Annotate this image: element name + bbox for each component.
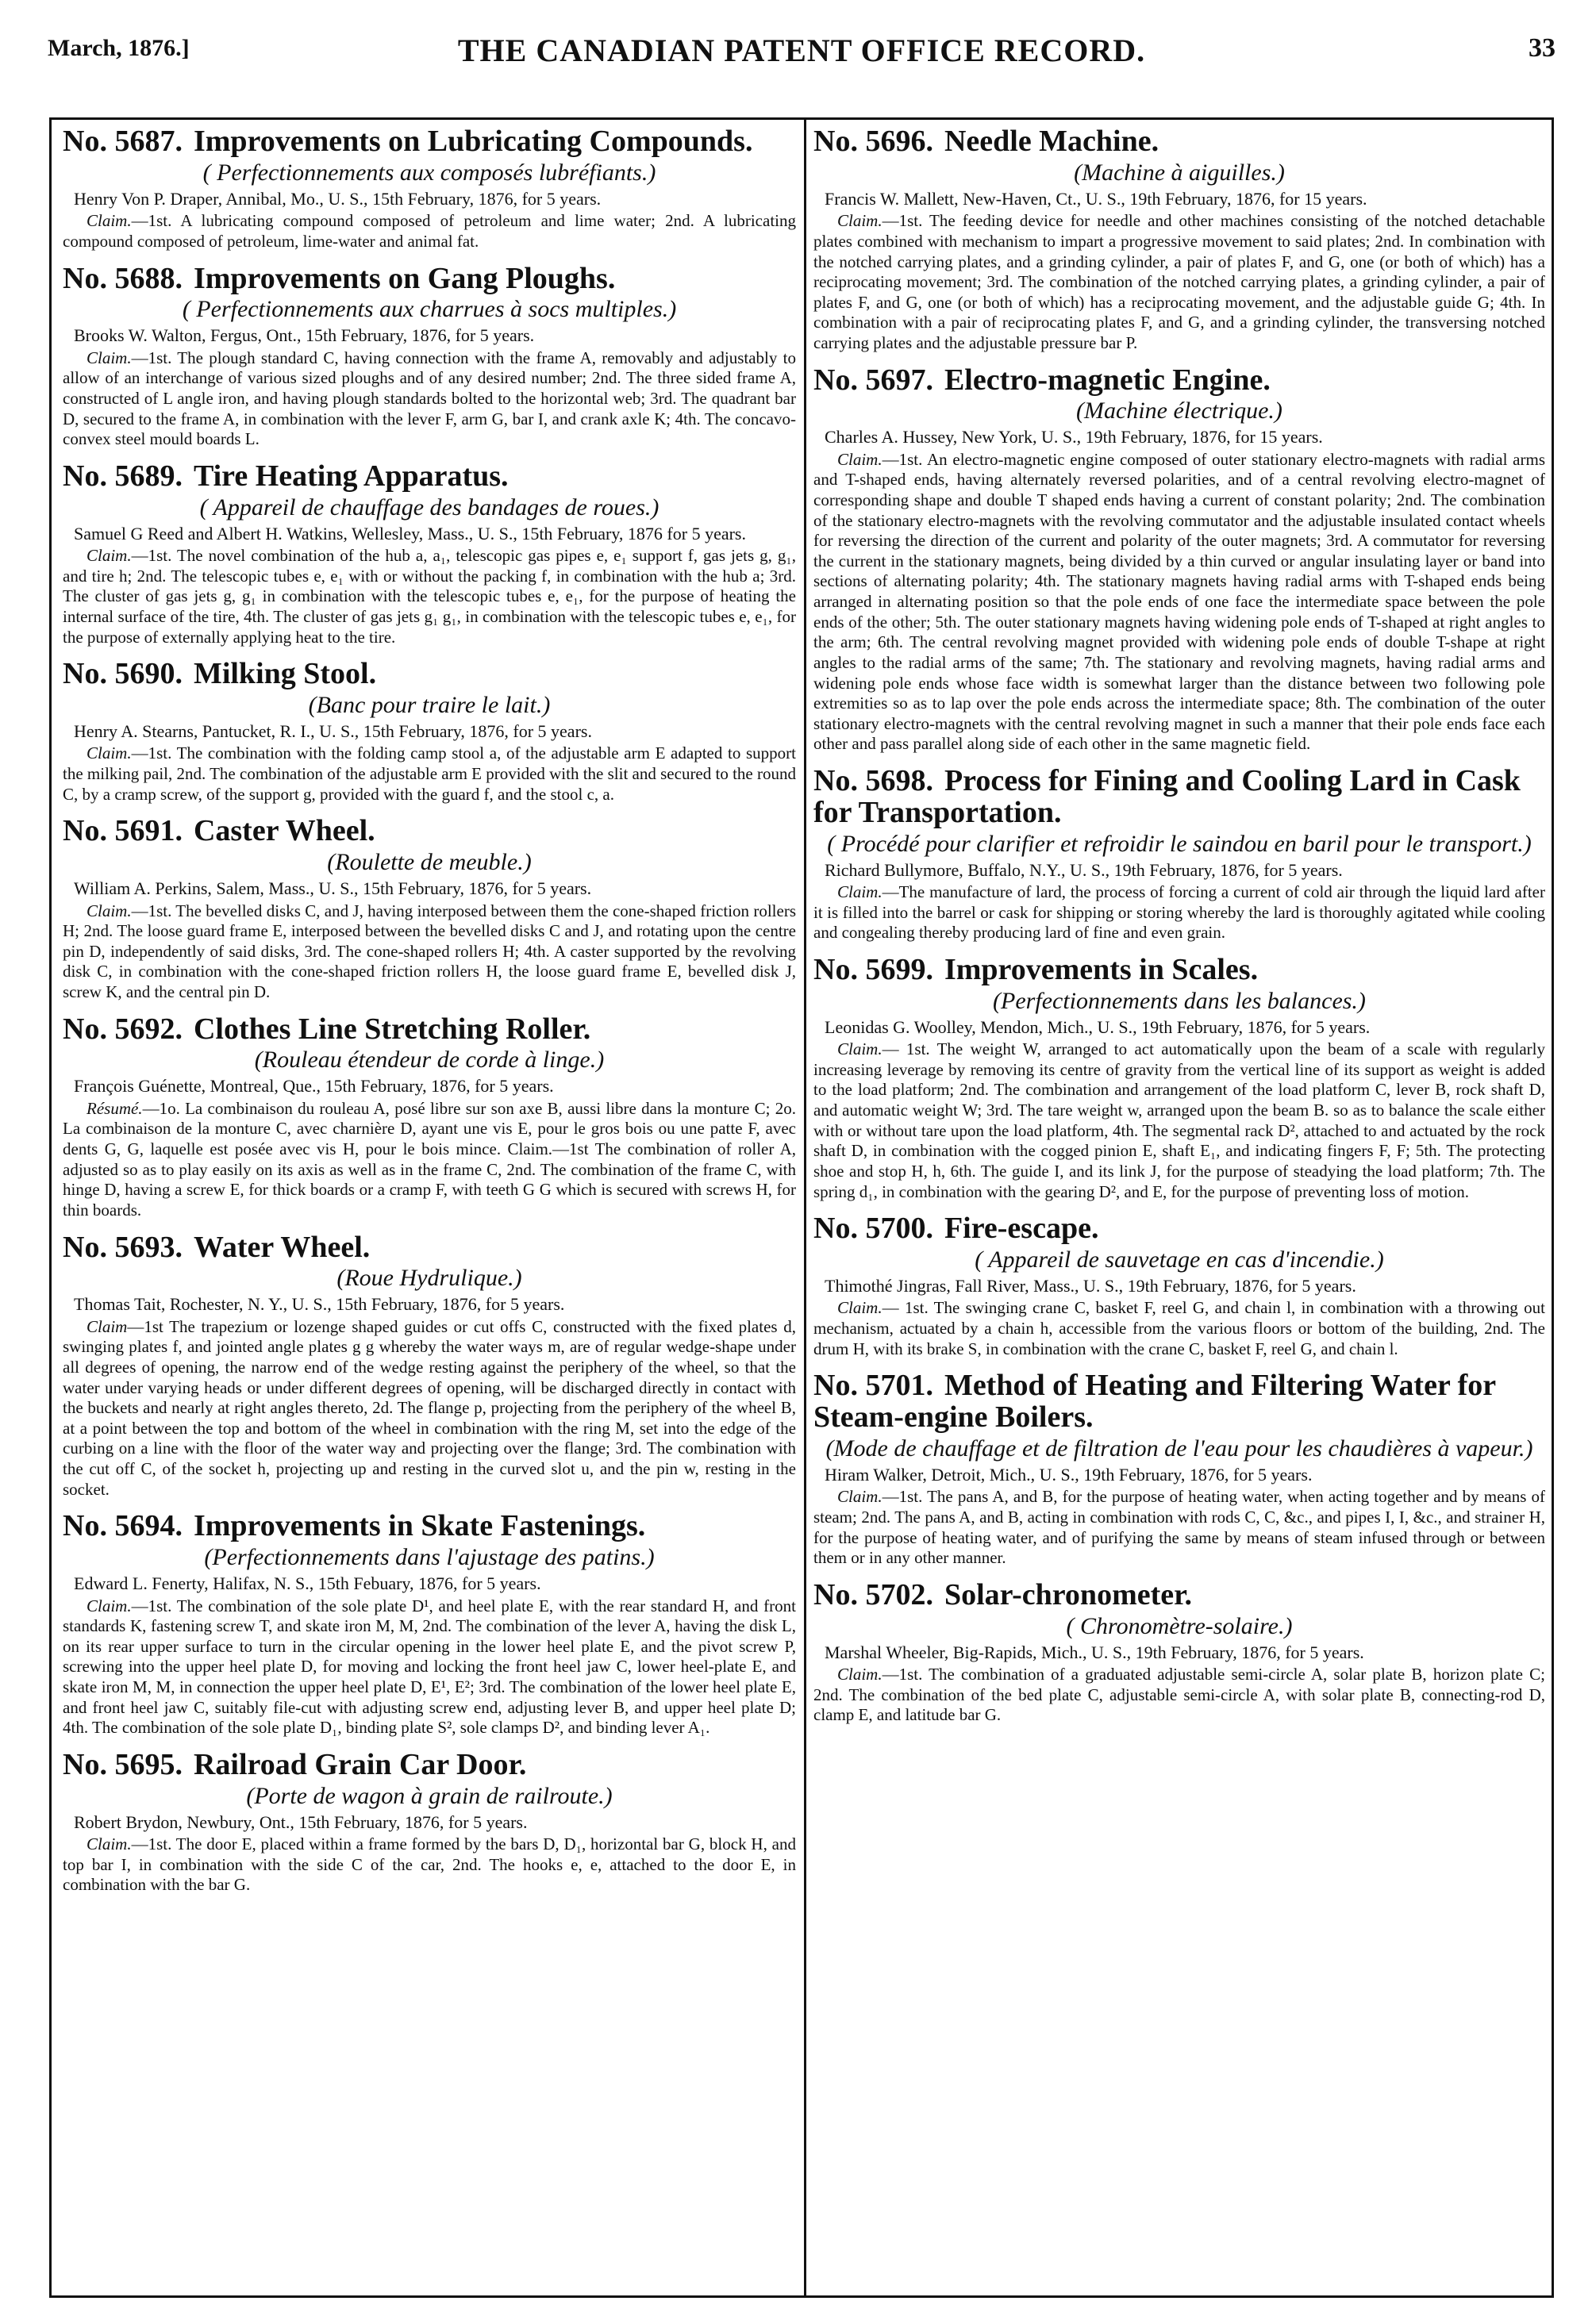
claim-text [813, 1487, 1545, 1568]
claim-body: —1st. The combination of the sole plate D¹, and heel plate E, with the rear standard H, and front standards K, fastening screw T, and skate iron M, M, 2nd. The combination of the lever A, having the disk L, on its rear upper surface to turn in the circular opening in the lower heel plate E, and the pivot screw P, screwing into the upper heel plate D, for moving and locking the front heel jaw C, lower heel-plate E, and skate iron M, M, in connection the upper heel plate D, E¹, E²; 3rd. The combination of the lower heel plate E, and front heel jaw C, suitably file-cut with adjusting screw end, adjusting lever B, and upper heel plate D; 4th. The combination of the sole plate D₁, binding plate S², sole clamps D², and binding lever A₁. [63, 1596, 796, 1738]
patent-title [63, 1747, 796, 1781]
patent-title [63, 1511, 796, 1542]
patent-title [63, 461, 796, 493]
patent-number: No. 5699. [813, 952, 933, 986]
patent-listing-frame [49, 117, 1554, 2298]
french-title: (Perfectionnements dans l'ajustage des patins.) [204, 1544, 655, 1571]
column-divider [804, 120, 806, 2295]
french-title: (Perfectionnements dans les balances.) [993, 987, 1366, 1014]
inventor-line: Henry A. Stearns, Pantucket, R. I., U. S., 15th February, 1876, for 5 years. [74, 721, 592, 742]
patent-entry [813, 1370, 1545, 1569]
french-title: (Machine à aiguilles.) [1074, 159, 1285, 186]
claim-label: Claim [87, 1316, 128, 1336]
claim-text [813, 1665, 1545, 1726]
claim-text [813, 211, 1545, 353]
patent-number: No. 5692. [63, 1012, 183, 1046]
claim-label: Résumé. [87, 1098, 143, 1118]
patent-title [63, 659, 796, 690]
patent-title [813, 1370, 1545, 1434]
patent-number: No. 5696. [813, 126, 933, 158]
claim-text [63, 546, 796, 647]
patent-entry [63, 1014, 796, 1221]
french-title: ( Appareil de sauvetage en cas d'incendie.) [975, 1247, 1384, 1273]
patent-title [63, 263, 796, 295]
claim-body: —1st. A lubricating compound composed of petroleum and lime water; 2nd. A lubricating compound composed of petroleum, lime-water and animal fat. [63, 211, 796, 251]
inventor-line: Francis W. Mallett, New-Haven, Ct., U. S., 19th February, 1876, for 15 years. [825, 188, 1367, 209]
claim-label: Claim. [87, 211, 132, 231]
patent-number: No. 5695. [63, 1747, 183, 1781]
patent-title [63, 126, 796, 158]
inventor-line: Hiram Walker, Detroit, Mich., U. S., 19th February, 1876, for 5 years. [825, 1465, 1313, 1485]
inventor-line: Charles A. Hussey, New York, U. S., 19th February, 1876, for 15 years. [825, 427, 1323, 448]
patent-entry [63, 126, 796, 252]
french-title: (Machine électrique.) [1076, 398, 1282, 424]
patent-number: No. 5701. [813, 1369, 933, 1403]
claim-body: — 1st. The weight W, arranged to act automatically upon the beam of a scale with regularly increasing leverage by removing its centre of gravity from the vertical line of its support as weight is added to the load platform; 2nd. The combination and arrangement of the load platform C, lever B, rock shaft D, and automatic weight W; 3rd. The tare weight w, arranged upon the beam B. so as to balance the scale either with or without tare upon the load platform, 4th. The segmental rack D², attached to and actuated by the rock shaft D, in combination with the cogged pinion E, shaft E₁, and indicating fingers F, F; 5th. The protecting shoe and stop H, h, 6th. The guide I, and its link J, for the purpose of steadying the load platform; 7th. The spring d₁, in combination with the gearing D², and E, for the purpose of preventing loss of motion. [813, 1039, 1545, 1201]
patent-title-text: Milking Stool. [193, 657, 377, 691]
claim-text [63, 1317, 796, 1500]
publication-title: THE CANADIAN PATENT OFFICE RECORD. [457, 33, 1146, 68]
patent-entry [63, 461, 796, 647]
french-title: (Rouleau étendeur de corde à linge.) [254, 1047, 605, 1074]
left-column [63, 126, 796, 2289]
claim-label: Claim. [837, 211, 883, 231]
claim-body: —1st. The plough standard C, having connection with the frame A, removably and adjustably to allow of an interchange of various sized ploughs and of any desired number; 2nd. The three sided frame A, constructed of L angle iron, and having plough standards bolted to the horizontal web; 3rd. The quadrant bar D, secured to the frame A, in combination with the lever F, arm G, bar I, and crank axle K; 4th. The concavo-convex steel mould boards L. [63, 348, 796, 449]
patent-number: No. 5690. [63, 657, 183, 691]
inventor-line: Edward L. Fenerty, Halifax, N. S., 15th Febuary, 1876, for 5 years. [74, 1573, 541, 1594]
patent-entry [63, 1511, 796, 1738]
inventor-line: Henry Von P. Draper, Annibal, Mo., U. S., 15th February, 1876, for 5 years. [74, 188, 602, 209]
claim-label: Claim. [837, 882, 883, 902]
claim-body: —1st. The combination of a graduated adjustable semi-circle A, solar plate B, horizon plate C; 2nd. The combination of the bed plate C, adjustable semi-circle A, with solar plate B, connecting-rod D, clamp E, and latitude bar G. [813, 1665, 1545, 1725]
patent-title-text: Method of Heating and Filtering Water for Steam-engine Boilers. [813, 1369, 1496, 1435]
inventor-line: Brooks W. Walton, Fergus, Ont., 15th February, 1876, for 5 years. [74, 325, 535, 346]
right-column [813, 126, 1545, 2289]
patent-title-text: Tire Heating Apparatus. [193, 459, 509, 493]
patent-title-text: Needle Machine. [944, 126, 1159, 158]
patent-number: No. 5691. [63, 814, 183, 848]
inventor-line: Richard Bullymore, Buffalo, N.Y., U. S., 19th February, 1876, for 5 years. [825, 859, 1343, 880]
inventor-line: Robert Brydon, Newbury, Ont., 15th February, 1876, for 5 years. [74, 1811, 528, 1832]
patent-title-text: Improvements on Lubricating Compounds. [193, 126, 753, 158]
claim-text [813, 1298, 1545, 1359]
patent-entry [813, 126, 1545, 354]
french-title: (Roue Hydrulique.) [336, 1265, 522, 1292]
patent-number: No. 5693. [63, 1230, 183, 1264]
issue-date: March, 1876.] [48, 35, 190, 61]
patent-number: No. 5687. [63, 126, 183, 158]
patent-entry [813, 763, 1545, 943]
patent-entry [813, 1577, 1545, 1726]
claim-text [813, 882, 1545, 943]
patent-entry [63, 1747, 796, 1896]
patent-number: No. 5689. [63, 459, 183, 493]
claim-label: Claim. [837, 1298, 883, 1318]
patent-number: No. 5698. [813, 763, 933, 797]
patent-entry [63, 263, 796, 450]
claim-body: —1st. The bevelled disks C, and J, having interposed between them the cone-shaped friction rollers H; 2nd. The loose guard frame E, interposed between the bevelled disks C and J, and rotating upon the centre pin D, independently of said disks, 3rd. The cone-shaped rollers H; 4th. A caster supported by the revolving disk C, in combination with the cone-shaped friction rollers H, the loose guard frame E, bevelled disk J, screw K, and the central pin D. [63, 901, 796, 1001]
french-title: ( Perfectionnements aux composés lubréfiants.) [202, 159, 656, 186]
patent-number: No. 5700. [813, 1212, 933, 1246]
french-title: (Roulette de meuble.) [327, 849, 532, 876]
french-title: ( Procédé pour clarifier et refroidir le saindou en baril pour le transport.) [827, 830, 1532, 857]
claim-body: —1st The trapezium or lozenge shaped guides or cut offs C, constructed with the fixed plates d, swinging plates f, and jointed angle plates g g whereby the water ways m, are of regular wedge-shape under all degrees of opening, the narrow end of the wedge resting against the periphery of the wheel, so that the water under varying heads or under different degrees of opening, will be discharged directly in contact with the buckets and nearly at right angles thereto, 2d. The flange p, projecting from the periphery of the wheel B, at a point between the top and bottom of the wheel in combination with the ring M, set into the edge of the curbing on a line with the floor of the water way and projecting over the flange; 3rd. The combination with the cut off C, of the socket h, projecting up and resting in the curved slot u, and the pin w, resting in the socket. [63, 1316, 796, 1499]
patent-title [813, 1213, 1545, 1245]
patent-title-text: Railroad Grain Car Door. [193, 1747, 527, 1781]
patent-title-text: Clothes Line Stretching Roller. [193, 1012, 591, 1046]
claim-text [63, 1099, 796, 1221]
inventor-line: Leonidas G. Woolley, Mendon, Mich., U. S., 19th February, 1876, for 5 years. [825, 1016, 1371, 1037]
claim-body: —1st. The door E, placed within a frame formed by the bars D, D₁, horizontal bar G, block H, and top bar I, in combination with the side C of the car, 2nd. The hooks e, e, attached to the door E, in combination with the bar G. [63, 1834, 796, 1895]
claim-label: Claim. [87, 743, 132, 763]
claim-text [63, 743, 796, 805]
inventor-line: Thimothé Jingras, Fall River, Mass., U. S., 19th February, 1876, for 5 years. [825, 1276, 1356, 1296]
patent-title-text: Caster Wheel. [193, 814, 375, 848]
french-title: (Mode de chauffage et de filtration de l'eau pour les chaudières à vapeur.) [825, 1435, 1533, 1462]
claim-label: Claim. [87, 1596, 132, 1615]
patent-title [813, 763, 1545, 829]
patent-title [813, 952, 1545, 986]
patent-title [813, 1577, 1545, 1611]
inventor-line: William A. Perkins, Salem, Mass., U. S., 15th February, 1876, for 5 years. [74, 878, 592, 899]
patent-entry [813, 952, 1545, 1202]
claim-label: Claim. [87, 1834, 132, 1854]
inventor-line: François Guénette, Montreal, Que., 15th February, 1876, for 5 years. [74, 1076, 554, 1097]
claim-text [63, 211, 796, 252]
french-title: ( Chronomètre-solaire.) [1066, 1612, 1293, 1639]
patent-entry [813, 365, 1545, 755]
claim-body: —1st. An electro-magnetic engine composed of outer stationary electro-magnets with radial arms and T-shaped ends, having alternately reversed polarities, and of a central revolving electro-magnet of corresponding shape and double T shaped ends having a current of constant polarity; 2nd. The combination of the stationary electro-magnets with the revolving commutator and the adjustable insulated contact wheels for reversing the direction of the current and polarity of the outer magnets; 3rd. A commutator for reversing the current in the stationary magnets, being divided by a thin curved or angular insulating layer or band into sections of alternating polarity; 4th. The stationary magnets having radial arms with T-shaped ends being arranged in alternating position so that the pole ends of one face the intermediate space between the pole ends of the other; 5th. The outer stationary magnets having widening pole ends of T-shaped at right angles to the arm; 6th. The central revolving magnet provided with widening pole ends of double T-shape at right angles to the radial arms of the same; 7th. The stationary and revolving magnets, having radial arms and widening pole ends whose face width is somewhat larger than the distance between two following pole extremities so as to lap over the pole ends across the intermediate space; 8th. The combination of the outer stationary electro-magnets with the central revolving magnet in such a manner that their pole ends face each other and pass parallel along side of each other in the same magnetic field. [813, 449, 1545, 754]
patent-title-text: Water Wheel. [193, 1230, 371, 1264]
claim-label: Claim. [837, 449, 883, 469]
patent-title [63, 1232, 796, 1264]
patent-number: No. 5697. [813, 363, 933, 397]
patent-title-text: Improvements in Skate Fastenings. [193, 1509, 646, 1543]
patent-title-text: Electro-magnetic Engine. [944, 363, 1271, 397]
patent-title-text: Improvements on Gang Ploughs. [193, 261, 616, 295]
patent-entry [813, 1213, 1545, 1359]
claim-label: Claim. [87, 348, 132, 367]
patent-number: No. 5688. [63, 261, 183, 295]
patent-title [813, 126, 1545, 158]
patent-entry [63, 816, 796, 1002]
claim-text [63, 901, 796, 1003]
french-title: (Porte de wagon à grain de railroute.) [246, 1782, 613, 1809]
claim-body: —1st. The pans A, and B, for the purpose of heating water, when acting together and by means of steam; 2nd. The pans A, and B, acting in combination with rods C, C, &c., and pipes I, I, &c., and strainer H, for the purpose of heating water, and of purifying the same by means of steam infused through or between them or in any other manner. [813, 1487, 1545, 1568]
patent-title [63, 816, 796, 847]
french-title: ( Appareil de chauffage des bandages de roues.) [199, 494, 659, 520]
claim-text [813, 1039, 1545, 1202]
inventor-line: Samuel G Reed and Albert H. Watkins, Wellesley, Mass., U. S., 15th February, 1876 for 5 years. [74, 523, 746, 544]
claim-label: Claim. [837, 1487, 883, 1507]
claim-label: Claim. [837, 1039, 883, 1059]
patent-entry [63, 659, 796, 805]
claim-body: —The manufacture of lard, the process of forcing a current of cold air through the liquid lard after it is filled into the barrel or cask for shipping or storing whereby the lard is thoroughly agitated while cooling and congealing thereby producing lard of fine and even grain. [813, 882, 1545, 943]
claim-body: —1st. The feeding device for needle and other machines consisting of the notched detachable plates combined with mechanism to impart a progressive movement to said plates; 2nd. In combination with the notched carrying plates, and a grinding cylinder, a pair of plates F, and G, one (or both of which) has a reciprocating movement; 3rd. The combination of the notched carrying plates, a grinding cylinder, a pair of plates F, and G, one (or both of which) has a reciprocating movement, and the adjustable guide G; 4th. In combination with a pair of reciprocating plates F, and G, and a grinding cylinder, the transversing notched carrying plates and the adjustable pressure bar P. [813, 211, 1545, 352]
french-title: ( Perfectionnements aux charrues à socs multiples.) [182, 296, 677, 323]
patent-entry [63, 1232, 796, 1500]
patent-title-text: Process for Fining and Cooling Lard in Cask for Transportation. [813, 763, 1521, 829]
claim-body: —1o. La combinaison du rouleau A, posé libre sur son axe B, aussi libre dans la monture C; 2o. La combinaison de la monture C, avec charnière D, ayant une vis E, pour le gros bois ou une patte F, avec dents G, G, laquelle est posée avec vis H, pour le bois mince. Claim.—1st The combination of roller A, adjusted so as to play easily on its axis as well as in the frame C, 2nd. The combination of the frame C, with hinge D, having a screw E, for thick boards or a cramp F, with teeth G G which is secured with screws H, for thin boards. [63, 1098, 796, 1220]
claim-text [63, 1834, 796, 1896]
claim-body: —1st. The novel combination of the hub a, a₁, telescopic gas pipes e, e₁ support f, gas jets g, g₁, and tire h; 2nd. The telescopic tubes e, e₁ with or without the packing f, in combination with the hub a; 3rd. The cluster of gas jets g, g₁ in combination with the telescopic tubes e, e₁, for the purpose of heating the internal surface of the tire, 4th. The cluster of gas jets g₁ g₁, in combination with the telescopic tubes e, e₁, for the purpose of externally applying heat to the tire. [63, 546, 796, 647]
patent-title-text: Fire-escape. [944, 1212, 1099, 1246]
claim-label: Claim. [837, 1665, 883, 1684]
inventor-line: Marshal Wheeler, Big-Rapids, Mich., U. S., 19th February, 1876, for 5 years. [825, 1642, 1364, 1662]
patent-number: No. 5702. [813, 1577, 933, 1611]
patent-title [813, 365, 1545, 397]
french-title: (Banc pour traire le lait.) [308, 692, 551, 719]
claim-body: —1st. The combination with the folding camp stool a, of the adjustable arm E adapted to support the milking pail, 2nd. The combination of the adjustable arm E provided with the slit and secured to the round C, by a cramp screw, of the support g, provided with the guard f, and the stool c, a. [63, 743, 796, 804]
page-header [48, 32, 1555, 71]
claim-label: Claim. [87, 901, 132, 920]
claim-body: — 1st. The swinging crane C, basket F, reel G, and chain l, in combination with a throwing out mechanism, actuated by a chain h, accessible from the various floors or bottom of the building, 2nd. The drum H, with its brake S, in combination with the crane C, basket F, reel G, and chain l. [813, 1298, 1545, 1358]
patent-title [63, 1014, 796, 1046]
patent-title-text: Solar-chronometer. [944, 1577, 1192, 1611]
claim-label: Claim. [87, 546, 132, 566]
patent-number: No. 5694. [63, 1509, 183, 1543]
patent-title-text: Improvements in Scales. [944, 952, 1259, 986]
claim-text [63, 348, 796, 450]
inventor-line: Thomas Tait, Rochester, N. Y., U. S., 15th February, 1876, for 5 years. [74, 1294, 565, 1315]
claim-text [63, 1596, 796, 1738]
claim-text [813, 450, 1545, 755]
page-number: 33 [1529, 33, 1555, 63]
